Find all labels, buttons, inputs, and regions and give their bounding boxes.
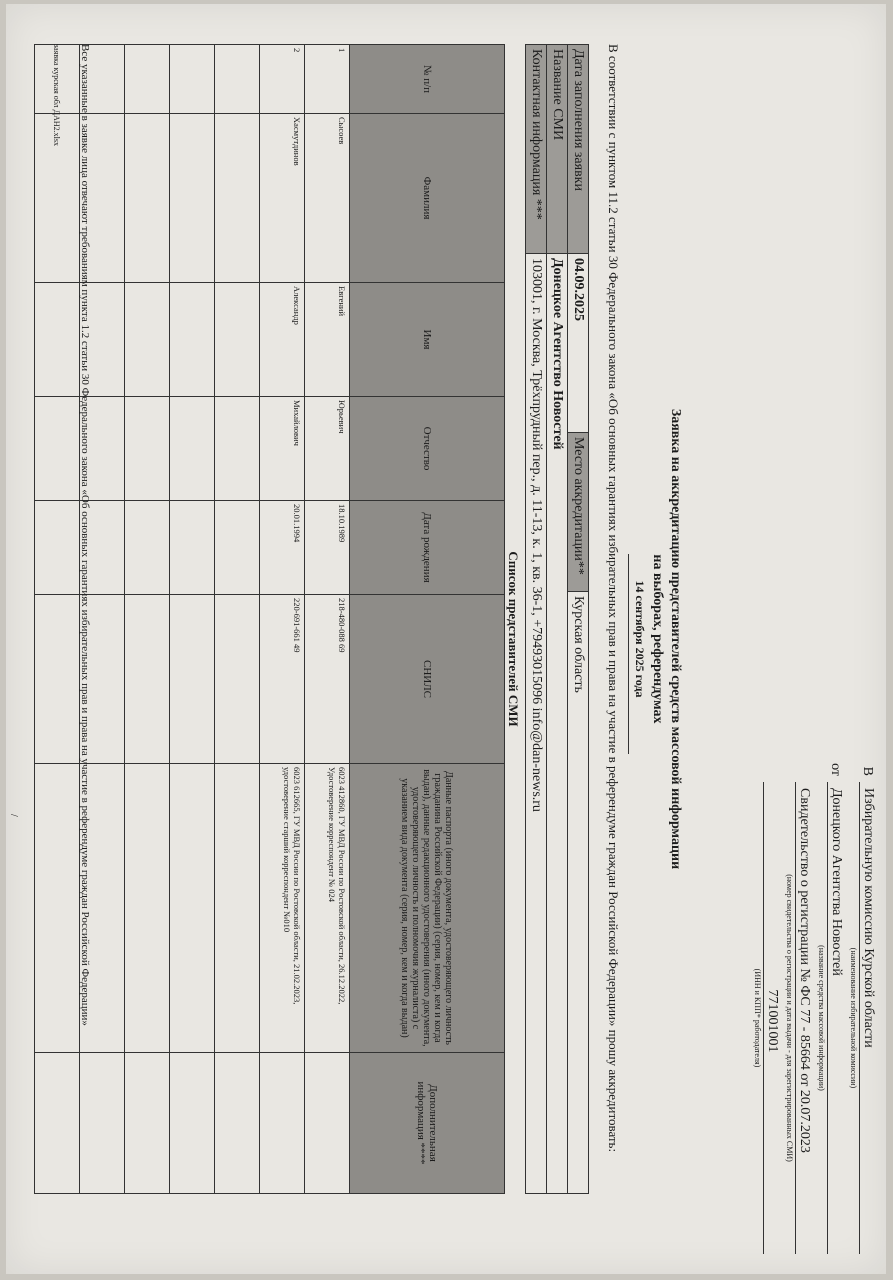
empty-cell (35, 1053, 80, 1194)
empty-cell (170, 283, 215, 397)
certificate-value: Свидетельство о регистрации № ФС 77 - 85664 от 20.07.2023 (795, 782, 812, 1254)
empty-cell (35, 283, 80, 397)
col-docs: Данные паспорта (иного документа, удостоверяющего личность гражданина Российской Федерации) (серия, номер, кем и когда выдан), данные редакционного удостоверения (иного документа, удостоверяющего личность и полномочия журналиста) с указанием вида документа (серия, номер, кем и когда выдан) (350, 764, 505, 1053)
table-row (260, 45, 305, 1194)
from-value: Донецкого Агентства Новостей (827, 782, 844, 1254)
table-row-empty (35, 45, 80, 1194)
inn-line (763, 754, 783, 1254)
table-row-empty (170, 45, 215, 1194)
to-value: Избирательную комиссию Курской области (859, 782, 876, 1254)
to-note: (наименование избирательной комиссии) (849, 947, 858, 1089)
media-value: Донецкое Агентство Новостей (547, 254, 568, 1194)
empty-cell (215, 397, 260, 501)
empty-cell (35, 397, 80, 501)
table-header-row (350, 45, 505, 1194)
info-table (525, 44, 589, 1194)
date-label: Дата заполнения заявки (568, 45, 589, 254)
row-name: Александр (260, 283, 305, 397)
to-prefix: В (860, 766, 875, 776)
from-note: (название средства массовой информации) (817, 945, 826, 1091)
col-snils: СНИЛС (350, 595, 505, 764)
doc-title: Заявка на аккредитацию представителей средств массовой информации (668, 408, 683, 870)
place-value: Курская область (568, 592, 589, 1194)
empty-cell (125, 764, 170, 1053)
row-docs: 6023 412860, ГУ МВД России по Ростовской области, 26.12.2022, Удостоверение корреспондент № 024 (305, 764, 350, 1053)
empty-cell (215, 764, 260, 1053)
title-underline (628, 554, 629, 754)
list-title: Список представителей СМИ (506, 551, 521, 727)
representatives-table (34, 44, 505, 1194)
from-prefix: от (828, 763, 843, 776)
info-row-date (568, 45, 589, 1194)
empty-cell (170, 45, 215, 114)
empty-cell (35, 764, 80, 1053)
col-num: № п/п (350, 45, 505, 114)
from-line (827, 754, 847, 1254)
intro-text: В соответствии с пунктом 11.2 статьи 30 Федерального закона «Об основных гарантиях избирательных прав и права на участие в референдуме граждан Российской Федерации» прошу аккредитовать: (606, 44, 621, 1153)
pen-mark: / (8, 814, 19, 817)
empty-cell (170, 397, 215, 501)
row-surname: Хасмутдинов (260, 114, 305, 283)
table-row-empty (125, 45, 170, 1194)
empty-cell (170, 114, 215, 283)
info-row-contact (526, 45, 547, 1194)
table-row-empty (215, 45, 260, 1194)
row-extra (305, 1053, 350, 1194)
doc-subtitle: на выборах, референдумах (650, 554, 665, 724)
row-surname: Сысоев (305, 114, 350, 283)
row-snils: 220-691-661 49 (260, 595, 305, 764)
row-patronymic: Михайлович (260, 397, 305, 501)
empty-cell (35, 595, 80, 764)
empty-cell (125, 45, 170, 114)
col-birth: Дата рождения (350, 501, 505, 595)
file-note: заявка курская обл ДАН2.xlsx (52, 44, 61, 147)
row-birth: 20.01.1994 (260, 501, 305, 595)
row-name: Евгений (305, 283, 350, 397)
document-page (6, 4, 886, 1274)
election-date: 14 сентября 2025 года (633, 580, 647, 698)
addressee-block (751, 754, 879, 1254)
certificate-note: (номер свидетельства о регистрации и дата выдачи - для зарегистрированных СМИ) (785, 874, 794, 1162)
col-surname: Фамилия (350, 114, 505, 283)
row-num: 1 (305, 45, 350, 114)
info-row-media (547, 45, 568, 1194)
empty-cell (215, 114, 260, 283)
empty-cell (215, 283, 260, 397)
row-snils: 218-480-088 69 (305, 595, 350, 764)
col-extra: Дополнительная информация **** (350, 1053, 505, 1194)
empty-cell (35, 501, 80, 595)
empty-cell (125, 283, 170, 397)
rotated-document (9, 14, 879, 1264)
empty-cell (215, 45, 260, 114)
empty-cell (215, 501, 260, 595)
col-patronymic: Отчество (350, 397, 505, 501)
footer-statement: Все указанные в заявке лица отвечают требованиям пункта 1.2 статьи 30 Федерального закона «Об основных гарантиях избирательных прав и права на участие в референдуме граждан Российской Федерации» (79, 44, 91, 1026)
empty-cell (125, 595, 170, 764)
date-value: 04.09.2025 (568, 254, 589, 433)
row-patronymic: Юрьевич (305, 397, 350, 501)
row-birth: 18.10.1989 (305, 501, 350, 595)
empty-cell (170, 764, 215, 1053)
empty-cell (170, 501, 215, 595)
empty-cell (125, 501, 170, 595)
contact-value: 103001, г. Москва, Трёхпрудный пер., д. 11-13, к. 1, кв. 36-1, +79493015096 info@dan-news.ru (526, 254, 547, 1194)
empty-cell (170, 595, 215, 764)
empty-cell (125, 1053, 170, 1194)
empty-cell (170, 1053, 215, 1194)
row-docs: 6023 612665, ГУ МВД России по Ростовской области, 21.02.2023, удостоверение старший корреспондент №010 (260, 764, 305, 1053)
empty-cell (215, 595, 260, 764)
row-num: 2 (260, 45, 305, 114)
media-label: Название СМИ (547, 45, 568, 254)
contact-label: Контактная информация *** (526, 45, 547, 254)
empty-cell (125, 114, 170, 283)
empty-cell (215, 1053, 260, 1194)
row-extra (260, 1053, 305, 1194)
place-label: Место аккредитации** (568, 433, 589, 592)
table-row (305, 45, 350, 1194)
empty-cell (125, 397, 170, 501)
col-name: Имя (350, 283, 505, 397)
inn-note: (ИНН и КПП* работодателя) (753, 968, 762, 1068)
inn-value: 771001001 (763, 782, 780, 1254)
certificate-line (795, 754, 815, 1254)
to-line (859, 754, 879, 1254)
